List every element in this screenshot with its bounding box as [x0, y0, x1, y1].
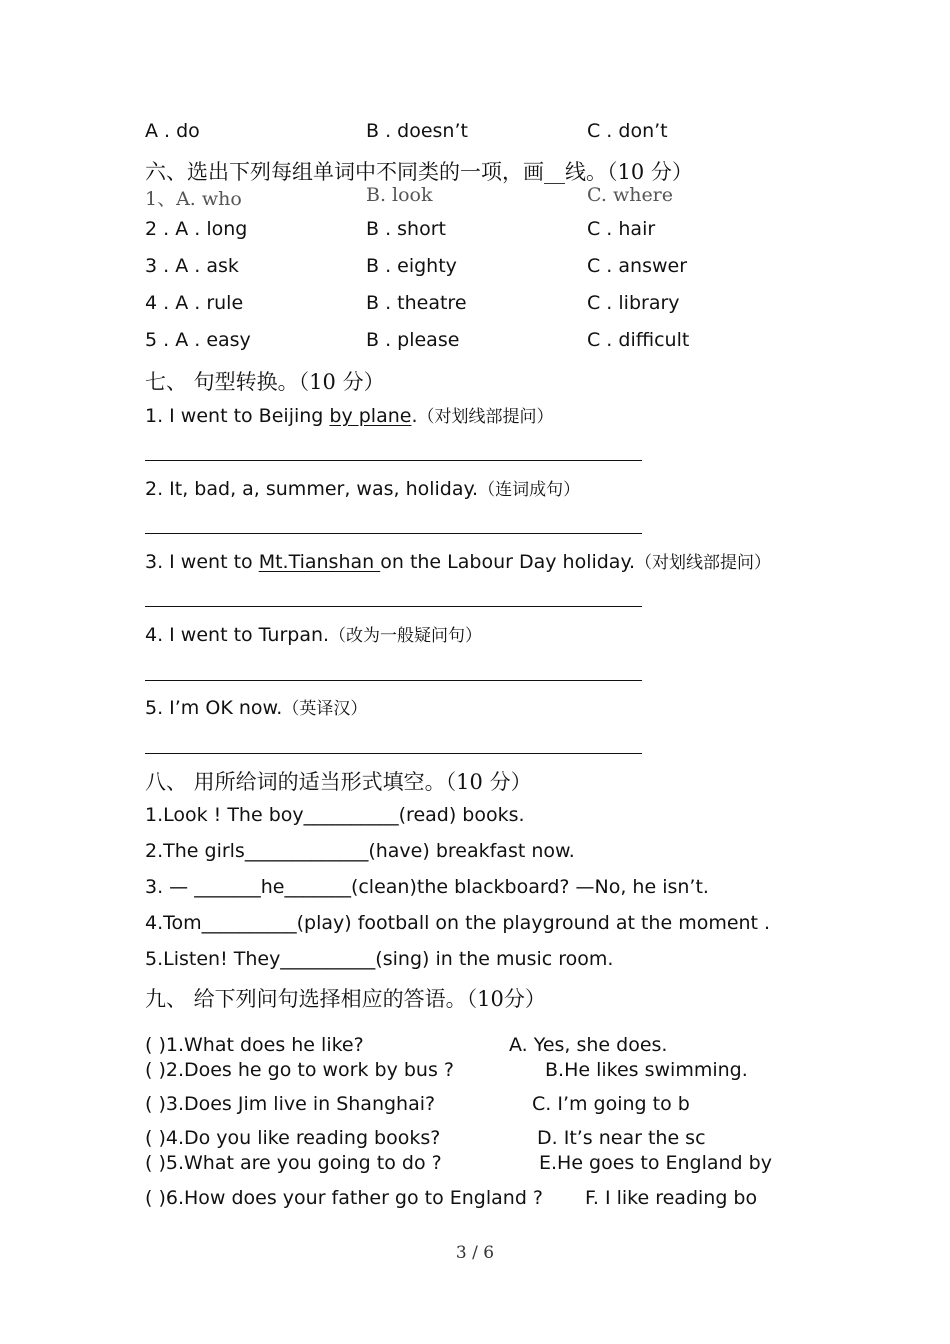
section6-row3-a: 3 . A . ask — [145, 255, 239, 277]
section7-item-5 — [145, 694, 367, 719]
item-text: 4. I went to Turpan. — [145, 624, 330, 646]
answer-line[interactable] — [145, 606, 642, 607]
item-text: 5. I’m OK now. — [145, 697, 283, 719]
answer-line[interactable] — [145, 533, 642, 534]
section6-row4-a: 4 . A . rule — [145, 292, 244, 314]
item-instruction: （对划线部提问） — [417, 407, 554, 427]
item-text-end: on the Labour Day holiday. — [380, 551, 636, 573]
answer-line[interactable] — [145, 460, 642, 461]
section8-title: 八、 用所给词的适当形式填空。（10 分） — [145, 770, 532, 794]
item-instruction: （连词成句） — [478, 480, 581, 500]
section9-question-2: ( )2.Does he go to work by bus ? — [145, 1059, 454, 1081]
section6-row1-c: C. where — [587, 184, 674, 206]
section8-item-1: 1.Look ! The boy__________(read) books. — [145, 804, 525, 826]
answer-line[interactable] — [145, 753, 642, 754]
section9-answer-b: B.He likes swimming. — [545, 1059, 748, 1081]
section6-row5-c: C . difficult — [587, 329, 690, 351]
section7-item-1 — [145, 402, 554, 427]
item-instruction: （英译汉） — [282, 699, 368, 719]
item-instruction: （改为一般疑问句） — [329, 626, 483, 646]
section7-item-2 — [145, 475, 580, 500]
section6-row4-b: B . theatre — [366, 292, 467, 314]
section9-answer-e: E.He goes to England by — [539, 1152, 772, 1174]
section6-row3-c: C . answer — [587, 255, 688, 277]
page-number: 3 / 6 — [455, 1243, 495, 1263]
underlined-phrase: by plane — [329, 405, 412, 427]
section8-item-3: 3. — _______he_______(clean)the blackboard? —No, he isn’t. — [145, 876, 709, 898]
prev-option-b: B . doesn’t — [366, 120, 468, 142]
section7-item-4 — [145, 621, 482, 646]
section8-item-4: 4.Tom__________(play) football on the playground at the moment . — [145, 912, 771, 934]
section9-answer-d: D. It’s near the sc — [537, 1127, 706, 1149]
section9-question-5: ( )5.What are you going to do ? — [145, 1152, 442, 1174]
section9-answer-c: C. I’m going to b — [532, 1093, 690, 1115]
item-text: 1. I went to Beijing — [145, 405, 330, 427]
item-text: 2. It, bad, a, summer, was, holiday. — [145, 478, 479, 500]
section6-row1-b: B. look — [366, 184, 433, 206]
section9-title: 九、 给下列问句选择相应的答语。（10分） — [145, 987, 546, 1011]
section7-title: 七、 句型转换。（10 分） — [145, 370, 385, 394]
section9-question-4: ( )4.Do you like reading books? — [145, 1127, 441, 1149]
section9-question-1: ( )1.What does he like? — [145, 1034, 364, 1056]
prev-option-c: C . don’t — [587, 120, 668, 142]
underlined-phrase: Mt.Tianshan — [258, 551, 381, 573]
section6-row4-c: C . library — [587, 292, 680, 314]
section7-item-3 — [145, 548, 771, 573]
section8-item-5: 5.Listen! They__________(sing) in the music room. — [145, 948, 614, 970]
item-text-end: . — [411, 405, 418, 427]
section9-answer-f: F. I like reading bo — [585, 1187, 758, 1209]
section6-title: 六、选出下列每组单词中不同类的一项，画__线。（10 分） — [145, 160, 693, 184]
section9-question-6: ( )6.How does your father go to England ? — [145, 1187, 544, 1209]
section6-row1-a: 1、A. who — [145, 188, 242, 210]
item-instruction: （对划线部提问） — [635, 553, 772, 573]
section6-row2-b: B . short — [366, 218, 446, 240]
section6-row2-c: C . hair — [587, 218, 656, 240]
item-text: 3. I went to — [145, 551, 259, 573]
section6-row3-b: B . eighty — [366, 255, 457, 277]
section9-answer-a: A. Yes, she does. — [509, 1034, 668, 1056]
section8-item-2: 2.The girls_____________(have) breakfast now. — [145, 840, 575, 862]
section6-row2-a: 2 . A . long — [145, 218, 248, 240]
prev-option-a: A . do — [145, 120, 200, 142]
section9-question-3: ( )3.Does Jim live in Shanghai? — [145, 1093, 436, 1115]
section6-row5-b: B . please — [366, 329, 460, 351]
section6-row5-a: 5 . A . easy — [145, 329, 251, 351]
answer-line[interactable] — [145, 680, 642, 681]
